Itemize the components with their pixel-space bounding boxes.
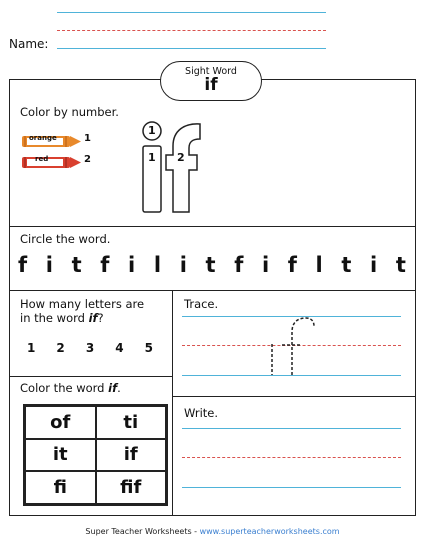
how-many-title-line2: in the word if? [20,311,104,325]
option-5[interactable]: 5 [144,341,153,355]
marker-f: 2 [177,151,185,164]
name-label: Name: [9,37,49,51]
sight-word-title: if [204,75,218,95]
letter-14[interactable]: i [370,253,378,277]
letter-count-options [27,341,153,355]
grid-cell-2[interactable]: ti [96,406,167,439]
letter-4[interactable]: f [100,253,110,277]
crayon-red-icon [20,154,82,167]
header-mid-dashed-line [57,30,326,31]
color-word-title: Color the word if. [20,381,121,395]
circle-word-title: Circle the word. [20,232,111,246]
trace-word-dashed[interactable] [262,314,322,378]
grid-cell-1[interactable]: of [25,406,96,439]
letter-2[interactable]: i [45,253,53,277]
trace-title: Trace. [184,297,219,311]
sight-word-badge [160,61,262,101]
letter-6[interactable]: l [153,253,162,277]
write-mid-line [182,457,401,458]
header-top-line [57,12,326,13]
how-many-word: if [88,311,98,325]
color-by-number-title: Color by number. [20,105,119,119]
marker-i-stem: 1 [148,151,156,164]
grid-cell-3[interactable]: it [25,439,96,472]
crayon-red-number: 2 [84,154,91,165]
name-write-line[interactable] [57,48,326,49]
letter-15[interactable]: t [395,253,406,277]
letter-10[interactable]: i [261,253,270,277]
circle-letters-row [18,253,406,277]
letter-7[interactable]: i [179,253,187,277]
write-base-line[interactable] [182,487,401,488]
grid-cell-4[interactable]: if [96,439,167,472]
footer [0,527,425,536]
crayon-orange-name: orange [29,134,57,142]
how-many-title-line1: How many letters are [20,297,145,311]
word-grid [23,404,168,506]
footer-link[interactable]: www.superteacherworksheets.com [199,527,340,536]
letter-3[interactable]: t [71,253,82,277]
letter-5[interactable]: i [128,253,136,277]
letter-9[interactable]: f [234,253,244,277]
grid-cell-6[interactable]: fif [96,471,167,504]
option-4[interactable]: 4 [115,341,124,355]
marker-i-dot: 1 [148,124,156,137]
option-2[interactable]: 2 [56,341,65,355]
crayon-orange-icon [20,133,82,146]
grid-cell-5[interactable]: fi [25,471,96,504]
letter-13[interactable]: t [341,253,352,277]
divider-color-by-number [10,226,415,227]
footer-brand: Super Teacher Worksheets - [85,527,200,536]
crayon-orange-number: 1 [84,133,91,144]
letter-1[interactable]: f [18,253,28,277]
letter-12[interactable]: l [315,253,323,277]
how-many-title [20,297,144,325]
divider-circle-word [10,290,415,291]
write-title: Write. [184,406,219,420]
color-word-word: if [108,381,118,395]
divider-vertical [172,290,173,515]
option-3[interactable]: 3 [85,341,95,355]
divider-how-many [10,376,172,377]
letter-8[interactable]: t [205,253,216,277]
write-top-line [182,428,401,429]
option-1[interactable]: 1 [27,341,36,355]
divider-trace [172,396,415,397]
sight-word-subtitle: Sight Word [185,66,237,77]
letter-11[interactable]: f [287,253,297,277]
crayon-red-name: red [35,155,49,163]
